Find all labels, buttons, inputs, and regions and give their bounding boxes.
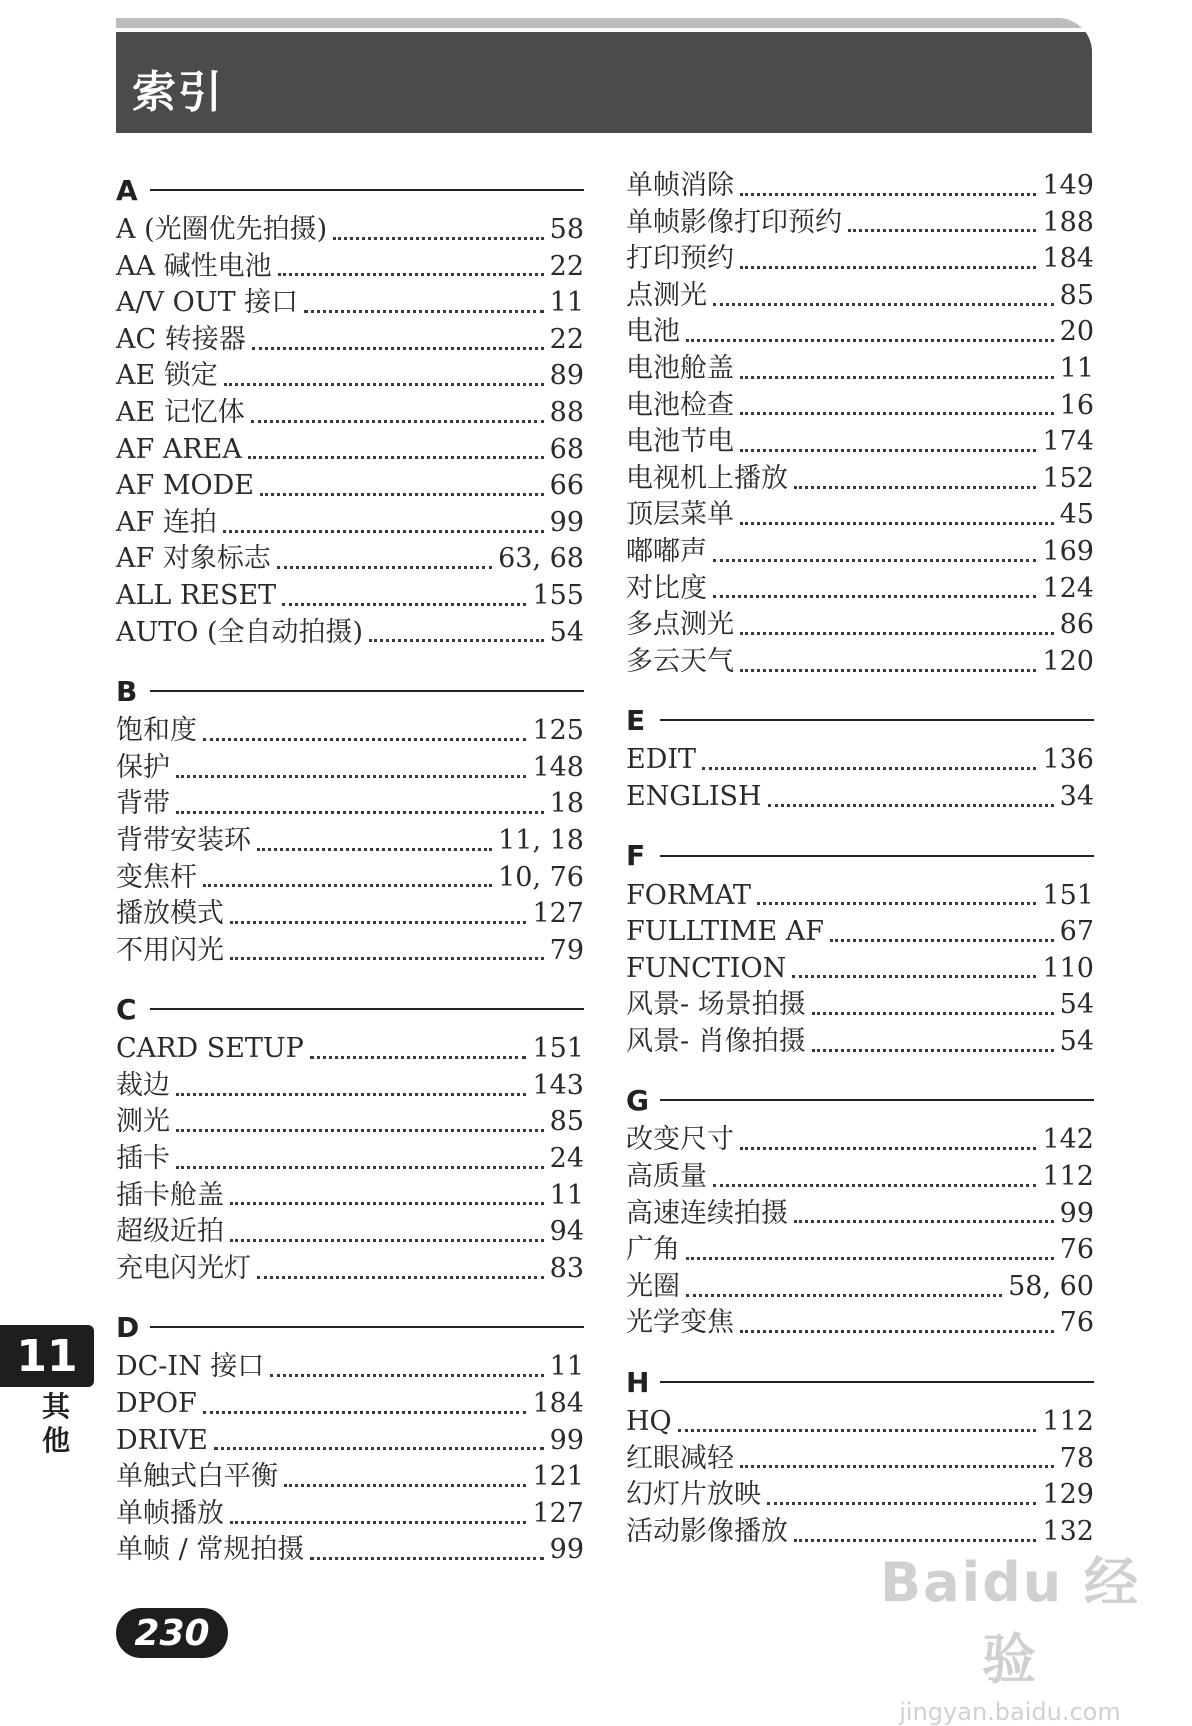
index-entry xyxy=(626,461,1094,498)
index-entry xyxy=(116,750,584,787)
section-letter: B xyxy=(116,674,138,708)
dot-leader xyxy=(214,1447,544,1450)
section-rule xyxy=(660,719,1094,721)
index-term: CARD SETUP xyxy=(116,1033,304,1065)
index-entry xyxy=(626,914,1094,951)
index-term: 单帧消除 xyxy=(626,170,734,201)
dot-leader xyxy=(277,566,492,569)
index-page: 124 xyxy=(1042,572,1094,604)
index-entry xyxy=(116,786,584,823)
index-page: 68 xyxy=(549,433,584,465)
index-page: 174 xyxy=(1042,426,1094,458)
index-term: 背带安装环 xyxy=(116,824,251,856)
section-rule xyxy=(150,189,584,191)
index-entry xyxy=(626,1269,1094,1306)
index-term: 幻灯片放映 xyxy=(626,1479,761,1511)
dot-leader xyxy=(740,449,1036,452)
index-term: AE 记忆体 xyxy=(116,396,245,428)
index-page: 110 xyxy=(1042,952,1094,984)
dot-leader xyxy=(230,1202,544,1205)
index-entry xyxy=(116,896,584,933)
index-term: 不用闪光 xyxy=(116,934,224,966)
index-term: EDIT xyxy=(626,744,697,776)
page-title: 索引 xyxy=(132,67,224,118)
index-entry xyxy=(116,1251,584,1288)
dot-leader xyxy=(686,1294,1002,1297)
dot-leader xyxy=(230,1239,544,1242)
index-page: 99 xyxy=(549,1534,584,1566)
section-rule xyxy=(660,1381,1094,1383)
index-term: 单帧影像打印预约 xyxy=(626,206,842,238)
index-entry xyxy=(626,278,1094,315)
index-entry xyxy=(626,388,1094,425)
dot-leader xyxy=(282,603,526,606)
index-term: 插卡舱盖 xyxy=(116,1179,224,1211)
index-term: 裁边 xyxy=(116,1069,170,1101)
index-entry xyxy=(626,987,1094,1024)
index-page: 86 xyxy=(1059,609,1094,641)
index-term: 风景- 场景拍摄 xyxy=(626,989,806,1021)
dot-leader xyxy=(830,939,1054,942)
watermark xyxy=(860,1540,1160,1726)
dot-leader xyxy=(284,1484,526,1487)
dot-leader xyxy=(794,1220,1054,1223)
index-page: 54 xyxy=(1059,1025,1094,1057)
index-entry xyxy=(626,424,1094,461)
index-term: DC-IN 接口 xyxy=(116,1351,265,1383)
chapter-number: 11 xyxy=(16,1330,78,1382)
index-term: 嘟嘟声 xyxy=(626,535,707,567)
index-page: 63, 68 xyxy=(498,543,584,575)
index-entry xyxy=(116,432,584,469)
index-term: 播放模式 xyxy=(116,898,224,930)
dot-leader xyxy=(224,383,544,386)
index-term: 充电闪光灯 xyxy=(116,1252,251,1284)
dot-leader xyxy=(176,1166,544,1169)
index-term: AA 碱性电池 xyxy=(116,250,272,282)
index-page: 58, 60 xyxy=(1008,1270,1094,1302)
index-term: FORMAT xyxy=(626,879,751,911)
section-header xyxy=(116,168,584,212)
index-page: 136 xyxy=(1042,744,1094,776)
index-entry xyxy=(626,351,1094,388)
index-section xyxy=(626,1078,1094,1342)
index-page: 184 xyxy=(532,1388,584,1420)
chapter-tab xyxy=(0,1325,94,1387)
index-entry xyxy=(116,358,584,395)
index-entry xyxy=(116,1214,584,1251)
index-entry xyxy=(116,578,584,615)
dot-leader xyxy=(686,1257,1054,1260)
dot-leader xyxy=(686,339,1054,342)
dot-leader xyxy=(768,804,1054,807)
index-entry xyxy=(626,607,1094,644)
index-entry xyxy=(626,1024,1094,1061)
dot-leader xyxy=(257,1276,544,1279)
chapter-label: 其他 xyxy=(41,1390,70,1457)
index-entry xyxy=(116,1141,584,1178)
index-page: 188 xyxy=(1042,206,1094,238)
dot-leader xyxy=(230,1521,526,1524)
index-entry xyxy=(116,1068,584,1105)
index-column-left xyxy=(116,168,584,1587)
index-section xyxy=(116,1305,584,1569)
index-term: 电视机上播放 xyxy=(626,462,788,494)
dot-leader xyxy=(740,1465,1054,1468)
dot-leader xyxy=(270,1374,543,1377)
index-entry xyxy=(116,212,584,249)
index-page: 24 xyxy=(549,1143,584,1175)
index-page: 112 xyxy=(1042,1406,1094,1438)
dot-leader xyxy=(702,767,1036,770)
index-entry xyxy=(116,933,584,970)
index-page: 127 xyxy=(532,898,584,930)
index-term: 活动影像播放 xyxy=(626,1515,788,1547)
dot-leader xyxy=(848,229,1036,232)
index-page: 16 xyxy=(1059,389,1094,421)
index-page: 99 xyxy=(549,506,584,538)
dot-leader xyxy=(310,1557,543,1560)
index-page: 67 xyxy=(1059,916,1094,948)
index-page: 88 xyxy=(549,396,584,428)
dot-leader xyxy=(257,848,492,851)
index-entry xyxy=(626,497,1094,534)
dot-leader xyxy=(260,493,544,496)
index-term: 超级近拍 xyxy=(116,1216,224,1248)
index-term: 广角 xyxy=(626,1234,680,1266)
index-term: DRIVE xyxy=(116,1424,208,1456)
index-entry xyxy=(116,1423,584,1460)
index-section xyxy=(116,669,584,969)
index-page: 54 xyxy=(549,616,584,648)
index-term: FUNCTION xyxy=(626,952,787,984)
index-term: 高质量 xyxy=(626,1161,707,1193)
dot-leader xyxy=(223,530,544,533)
index-entry xyxy=(116,713,584,750)
index-entry xyxy=(626,1232,1094,1269)
index-entry xyxy=(626,1196,1094,1233)
index-term: 顶层菜单 xyxy=(626,499,734,531)
index-page: 99 xyxy=(549,1424,584,1456)
index-term: 红眼减轻 xyxy=(626,1442,734,1474)
dot-leader xyxy=(713,1184,1036,1187)
index-entry xyxy=(626,314,1094,351)
dot-leader xyxy=(740,266,1036,269)
index-term: 电池检查 xyxy=(626,389,734,421)
dot-leader xyxy=(792,975,1036,978)
index-page: 143 xyxy=(532,1069,584,1101)
index-entry xyxy=(116,541,584,578)
section-header xyxy=(626,698,1094,742)
index-term: 对比度 xyxy=(626,572,707,604)
dot-leader xyxy=(369,639,544,642)
index-entry xyxy=(626,1159,1094,1196)
section-rule xyxy=(150,1008,584,1010)
section-rule xyxy=(660,1099,1094,1101)
index-page: 22 xyxy=(549,250,584,282)
index-entry xyxy=(116,860,584,897)
index-page: 142 xyxy=(1042,1124,1094,1156)
index-entry xyxy=(626,1441,1094,1478)
index-entry xyxy=(116,285,584,322)
index-page: 149 xyxy=(1042,170,1094,201)
section-header xyxy=(626,1078,1094,1122)
dot-leader xyxy=(278,273,544,276)
dot-leader xyxy=(794,486,1036,489)
index-entry xyxy=(116,1459,584,1496)
index-term: HQ xyxy=(626,1406,672,1438)
section-header xyxy=(116,669,584,713)
section-header xyxy=(116,1305,584,1349)
index-term: ENGLISH xyxy=(626,780,762,812)
index-page: 129 xyxy=(1042,1479,1094,1511)
index-term: 电池节电 xyxy=(626,426,734,458)
dot-leader xyxy=(757,902,1037,905)
dot-leader xyxy=(230,921,526,924)
index-term: 变焦杆 xyxy=(116,861,197,893)
dot-leader xyxy=(740,376,1054,379)
dot-leader xyxy=(252,347,544,350)
index-entry xyxy=(116,249,584,286)
index-entry xyxy=(626,779,1094,816)
section-letter: A xyxy=(116,173,138,207)
index-term: A/V OUT 接口 xyxy=(116,287,299,319)
index-entry xyxy=(116,505,584,542)
index-section-continued xyxy=(626,168,1094,680)
index-page: 148 xyxy=(532,751,584,783)
index-page: 85 xyxy=(1059,279,1094,311)
section-rule xyxy=(660,855,1094,857)
index-term: AF AREA xyxy=(116,433,242,465)
index-page: 11 xyxy=(549,287,584,319)
dot-leader xyxy=(740,1330,1054,1333)
index-page: 20 xyxy=(1059,316,1094,348)
index-entry xyxy=(626,644,1094,681)
index-term: 打印预约 xyxy=(626,243,734,275)
index-entry xyxy=(626,1122,1094,1159)
watermark-url: jingyan.baidu.com xyxy=(899,1698,1121,1726)
dot-leader xyxy=(740,412,1054,415)
index-term: 电池 xyxy=(626,316,680,348)
index-entry xyxy=(626,571,1094,608)
section-header xyxy=(116,987,584,1031)
index-column-right xyxy=(626,168,1094,1568)
index-entry xyxy=(116,468,584,505)
dot-leader xyxy=(767,1502,1036,1505)
index-section xyxy=(116,987,584,1287)
watermark-brand: Baidu 经验 xyxy=(879,1551,1140,1691)
index-page: 54 xyxy=(1059,989,1094,1021)
index-page: 18 xyxy=(549,788,584,820)
index-page: 22 xyxy=(549,323,584,355)
page-number xyxy=(116,1608,228,1658)
index-page: 34 xyxy=(1059,780,1094,812)
index-page: 79 xyxy=(549,934,584,966)
index-page: 89 xyxy=(549,360,584,392)
dot-leader xyxy=(203,738,526,741)
index-page: 127 xyxy=(532,1497,584,1529)
index-term: 插卡 xyxy=(116,1143,170,1175)
index-page: 11 xyxy=(1059,352,1094,384)
index-term: 光学变焦 xyxy=(626,1307,734,1339)
index-term: AC 转接器 xyxy=(116,323,246,355)
dot-leader xyxy=(176,775,526,778)
section-header xyxy=(626,1360,1094,1404)
index-entry xyxy=(626,168,1094,205)
index-entry xyxy=(116,823,584,860)
index-page: 94 xyxy=(549,1216,584,1248)
index-term: AF MODE xyxy=(116,470,254,502)
index-term: 光圈 xyxy=(626,1270,680,1302)
index-page: 11, 18 xyxy=(498,824,584,856)
index-term: AF 连拍 xyxy=(116,506,217,538)
index-page: 155 xyxy=(532,579,584,611)
index-page: 76 xyxy=(1059,1234,1094,1266)
dot-leader xyxy=(176,1093,526,1096)
section-letter: F xyxy=(626,839,646,872)
section-letter: G xyxy=(626,1083,649,1117)
index-entry xyxy=(116,1386,584,1423)
index-entry xyxy=(116,615,584,652)
dot-leader xyxy=(248,456,544,459)
dot-leader xyxy=(713,595,1036,598)
dot-leader xyxy=(176,1129,544,1132)
index-entry xyxy=(626,742,1094,779)
section-letter: C xyxy=(116,992,137,1026)
index-section xyxy=(116,168,584,651)
index-term: 改变尺寸 xyxy=(626,1124,734,1156)
index-term: 电池舱盖 xyxy=(626,352,734,384)
index-page: 152 xyxy=(1042,462,1094,494)
index-page: 169 xyxy=(1042,535,1094,567)
dot-leader xyxy=(230,957,544,960)
page-number-text: 230 xyxy=(134,1612,210,1654)
section-rule xyxy=(150,690,584,692)
index-term: ALL RESET xyxy=(116,579,277,611)
section-header xyxy=(626,834,1094,878)
index-page: 132 xyxy=(1042,1515,1094,1547)
index-page: 78 xyxy=(1059,1442,1094,1474)
index-entry xyxy=(626,1404,1094,1441)
index-term: AUTO (全自动拍摄) xyxy=(116,616,364,648)
dot-leader xyxy=(740,669,1036,672)
dot-leader xyxy=(176,811,544,814)
index-page: 85 xyxy=(549,1106,584,1138)
index-page: 83 xyxy=(549,1252,584,1284)
index-page: 76 xyxy=(1059,1307,1094,1339)
index-term: A (光圈优先拍摄) xyxy=(116,214,328,245)
index-entry xyxy=(116,1178,584,1215)
index-term: 饱和度 xyxy=(116,715,197,747)
index-page: 151 xyxy=(532,1033,584,1065)
index-page: 66 xyxy=(549,470,584,502)
index-page: 99 xyxy=(1059,1197,1094,1229)
dot-leader xyxy=(713,303,1054,306)
index-page: 11 xyxy=(549,1179,584,1211)
index-term: AE 锁定 xyxy=(116,360,218,392)
index-page: 151 xyxy=(1042,879,1094,911)
index-entry xyxy=(626,951,1094,988)
dot-leader xyxy=(740,1147,1036,1150)
dot-leader xyxy=(812,1049,1054,1052)
index-term: 测光 xyxy=(116,1106,170,1138)
index-term: 背带 xyxy=(116,788,170,820)
index-entry xyxy=(116,1532,584,1569)
index-page: 10, 76 xyxy=(498,861,584,893)
index-section xyxy=(626,698,1094,815)
index-term: 单帧播放 xyxy=(116,1497,224,1529)
dot-leader xyxy=(203,884,492,887)
index-entry xyxy=(116,395,584,432)
index-section xyxy=(626,834,1094,1061)
index-term: 高速连续拍摄 xyxy=(626,1197,788,1229)
dot-leader xyxy=(678,1429,1037,1432)
index-entry xyxy=(626,241,1094,278)
index-page: 121 xyxy=(532,1461,584,1493)
index-entry xyxy=(116,322,584,359)
index-term: 风景- 肖像拍摄 xyxy=(626,1025,806,1057)
index-entry xyxy=(116,1349,584,1386)
index-term: 单帧 / 常规拍摄 xyxy=(116,1534,305,1566)
section-letter: D xyxy=(116,1310,140,1344)
index-term: 多点测光 xyxy=(626,609,734,641)
dot-leader xyxy=(304,310,543,313)
dot-leader xyxy=(203,1411,527,1414)
page-header xyxy=(116,18,1092,133)
index-term: 保护 xyxy=(116,751,170,783)
dot-leader xyxy=(812,1012,1054,1015)
index-page: 45 xyxy=(1059,499,1094,531)
index-term: DPOF xyxy=(116,1388,197,1420)
index-entry xyxy=(626,1477,1094,1514)
index-entry xyxy=(626,205,1094,242)
index-section xyxy=(626,1360,1094,1550)
index-page: 184 xyxy=(1042,243,1094,275)
dot-leader xyxy=(333,237,543,240)
index-entry xyxy=(116,1496,584,1533)
index-entry xyxy=(626,878,1094,915)
index-term: 单触式白平衡 xyxy=(116,1461,278,1493)
dot-leader xyxy=(740,522,1054,525)
index-term: 多云天气 xyxy=(626,645,734,677)
index-page: 120 xyxy=(1042,645,1094,677)
index-page: 58 xyxy=(549,214,584,245)
dot-leader xyxy=(713,559,1036,562)
index-term: FULLTIME AF xyxy=(626,916,824,948)
index-page: 125 xyxy=(532,715,584,747)
section-rule xyxy=(150,1326,584,1328)
section-letter: H xyxy=(626,1365,650,1399)
section-letter: E xyxy=(626,703,646,737)
dot-leader xyxy=(310,1056,527,1059)
index-entry xyxy=(116,1031,584,1068)
index-page: 11 xyxy=(549,1351,584,1383)
index-entry xyxy=(626,1305,1094,1342)
index-page: 112 xyxy=(1042,1161,1094,1193)
index-entry xyxy=(626,534,1094,571)
dot-leader xyxy=(251,420,544,423)
index-term: AF 对象标志 xyxy=(116,543,271,575)
dot-leader xyxy=(740,632,1054,635)
dot-leader xyxy=(740,193,1036,196)
index-term: 点测光 xyxy=(626,279,707,311)
index-entry xyxy=(116,1104,584,1141)
